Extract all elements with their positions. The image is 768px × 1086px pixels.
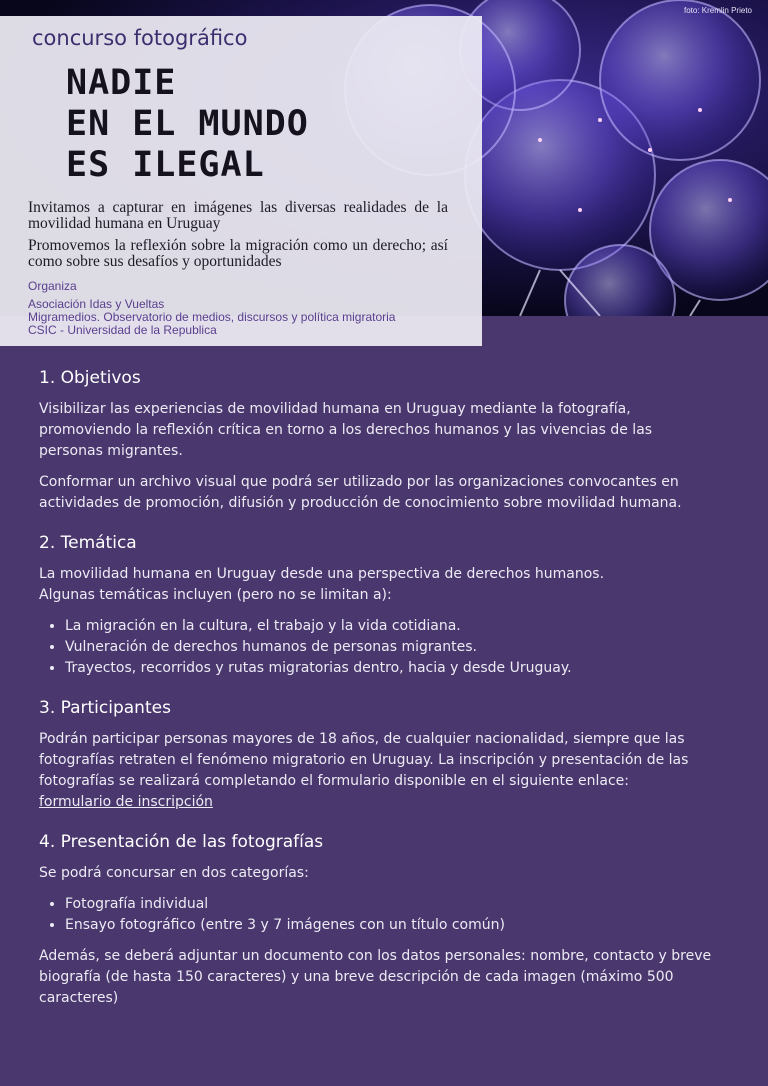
- photo-credit: foto: Kremlin Prieto: [683, 6, 752, 15]
- intro-paragraph-1: Invitamos a capturar en imágenes las diversas realidades de la movilidad humana en Uruguay: [28, 199, 448, 232]
- section-tematica: [39, 532, 719, 679]
- list-item: • Ensayo fotográfico (entre 3 y 7 imágenes con un título común): [65, 915, 719, 936]
- rules-content: [39, 367, 719, 1027]
- paragraph: Se podrá concursar en dos categorías:: [39, 865, 309, 881]
- section-title: 2. Temática: [39, 533, 137, 553]
- organizers-list: [28, 298, 395, 337]
- organizer: CSIC - Universidad de la Republica: [28, 323, 217, 337]
- paragraph-line: La movilidad humana en Uruguay desde una perspectiva de derechos humanos.: [39, 566, 605, 582]
- paragraph: Conformar un archivo visual que podrá ser utilizado por las organizaciones convocantes en actividades de promoción, difusión y producción de conocimiento sobre movilidad humana.: [39, 474, 682, 511]
- section-title: 1. Objetivos: [39, 368, 141, 388]
- section-participantes: [39, 697, 719, 813]
- section-objetivos: [39, 367, 719, 514]
- registration-form-link[interactable]: formulario de inscripción: [39, 794, 213, 810]
- organizer: Migramedios. Observatorio de medios, discursos y política migratoria: [28, 310, 396, 324]
- title-line-3: ES ILEGAL: [66, 145, 265, 185]
- contest-kicker: concurso fotográfico: [32, 26, 248, 50]
- paragraph: [39, 729, 719, 813]
- bullet-list: [39, 894, 719, 936]
- title-panel: [0, 16, 482, 346]
- paragraph: Visibilizar las experiencias de movilidad humana en Uruguay mediante la fotografía, promoviendo la reflexión crítica en torno a los derechos humanos y las vivencias de las personas migrantes.: [39, 401, 653, 459]
- section-title: 4. Presentación de las fotografías: [39, 832, 324, 852]
- list-item: • Trayectos, recorridos y rutas migratorias dentro, hacia y desde Uruguay.: [65, 658, 719, 679]
- paragraph: Además, se deberá adjuntar un documento con los datos personales: nombre, contacto y breve biografía (de hasta 150 caracteres) y una breve descripción de cada imagen (máximo 500 caracteres): [39, 948, 712, 1006]
- title-line-1: NADIE: [66, 63, 177, 103]
- bullet-list: [39, 616, 719, 679]
- list-item: • La migración en la cultura, el trabajo y la vida cotidiana.: [65, 616, 719, 637]
- section-presentacion: [39, 831, 719, 1009]
- title-line-2: EN EL MUNDO: [66, 104, 309, 144]
- section-title: 3. Participantes: [39, 698, 171, 718]
- intro-paragraph-2: Promovemos la reflexión sobre la migración como un derecho; así como sobre sus desafíos y oportunidades: [28, 237, 448, 270]
- organiza-label: Organiza: [28, 279, 77, 293]
- organizer: Asociación Idas y Vueltas: [28, 297, 165, 311]
- list-item: • Fotografía individual: [65, 894, 719, 915]
- contest-title: [66, 63, 309, 186]
- paragraph: [39, 564, 719, 606]
- list-item: • Vulneración de derechos humanos de personas migrantes.: [65, 637, 719, 658]
- paragraph-line: Algunas temáticas incluyen (pero no se limitan a):: [39, 587, 392, 603]
- paragraph-text: Podrán participar personas mayores de 18 años, de cualquier nacionalidad, siempre que las fotografías retraten el fenómeno migratorio en Uruguay. La inscripción y presentación de las fotografías se realizará completando el formulario disponible en el siguiente enlace:: [39, 731, 689, 789]
